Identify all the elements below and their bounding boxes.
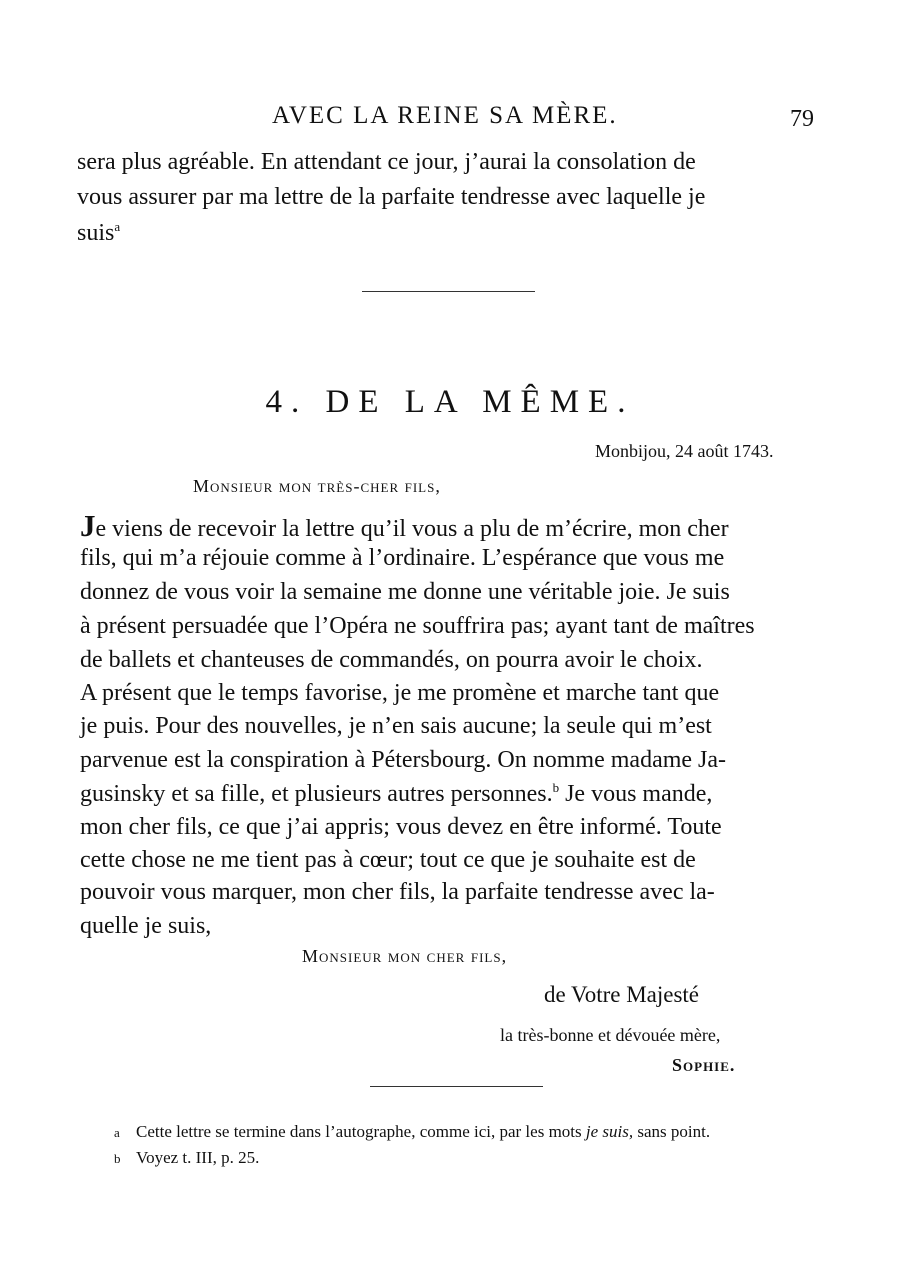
letter-line: je puis. Pour des nouvelles, je n’en sais aucune; la seule qui m’est xyxy=(80,713,712,739)
closing-salutation: Monsieur mon cher fils, xyxy=(302,946,508,966)
letter-line: donnez de vous voir la semaine me donne une véritable joie. Je suis xyxy=(80,579,730,605)
footnote-text: Voyez t. III, p. 25. xyxy=(136,1148,260,1167)
continuation-line xyxy=(77,221,120,245)
footnote-divider xyxy=(370,1086,543,1087)
salutation: Monsieur mon très-cher fils, xyxy=(193,476,441,496)
letter-line-text: e viens de recevoir la lettre qu’il vous a plu de m’écrire, mon cher xyxy=(95,516,729,542)
page-number: 79 xyxy=(790,106,814,132)
letter-title: 4. DE LA MÊME. xyxy=(265,384,635,420)
letter-line: A présent que le temps favorise, je me promène et marche tant que xyxy=(80,680,720,706)
footnote-text: sans point. xyxy=(633,1122,711,1141)
footnote xyxy=(114,1122,710,1142)
letter-line: mon cher fils, ce que j’ai appris; vous devez en être informé. Toute xyxy=(80,814,722,840)
running-head: AVEC LA REINE SA MÈRE. xyxy=(272,102,618,129)
footnote-italic: je suis, xyxy=(585,1122,634,1141)
letter-line: de ballets et chanteuses de commandés, on pourra avoir le choix. xyxy=(80,647,703,673)
footnote-mark: a xyxy=(114,1125,120,1140)
letter-line: quelle je suis, xyxy=(80,913,212,939)
letter-line: à présent persuadée que l’Opéra ne souffrira pas; ayant tant de maîtres xyxy=(80,613,755,639)
letter-line-text: Je vous mande, xyxy=(559,781,713,807)
letter-first-line xyxy=(80,510,729,541)
section-divider xyxy=(362,291,535,292)
continuation-line: vous assurer par ma lettre de la parfaite tendresse avec laquelle je xyxy=(77,184,706,210)
letter-line: cette chose ne me tient pas à cœur; tout ce que je souhaite est de xyxy=(80,847,696,873)
footnote xyxy=(114,1148,259,1168)
letter-line: fils, qui m’a réjouie comme à l’ordinaire. L’espérance que vous me xyxy=(80,545,725,571)
footnote-mark: b xyxy=(114,1151,121,1166)
continuation-text: suis xyxy=(77,220,115,246)
continuation-line: sera plus agréable. En attendant ce jour, j’aurai la consolation de xyxy=(77,149,696,175)
letter-line xyxy=(80,782,712,806)
dateline: Monbijou, 24 août 1743. xyxy=(595,441,774,461)
closing-line: de Votre Majesté xyxy=(544,982,700,1007)
footnote-ref-a: a xyxy=(114,219,121,234)
footnote-ref-b: b xyxy=(552,780,560,795)
footnote-text: Cette lettre se termine dans l’autographe, comme ici, par les mots xyxy=(136,1122,586,1141)
closing-line: la très-bonne et dévouée mère, xyxy=(500,1025,721,1045)
letter-line: pouvoir vous marquer, mon cher fils, la parfaite tendresse avec la- xyxy=(80,879,715,905)
letter-line: parvenue est la conspiration à Pétersbourg. On nomme madame Ja- xyxy=(80,747,727,773)
letter-line-text: gusinsky et sa fille, et plusieurs autres personnes. xyxy=(80,781,553,807)
drop-cap: J xyxy=(80,508,96,543)
signature: Sophie. xyxy=(672,1055,736,1075)
